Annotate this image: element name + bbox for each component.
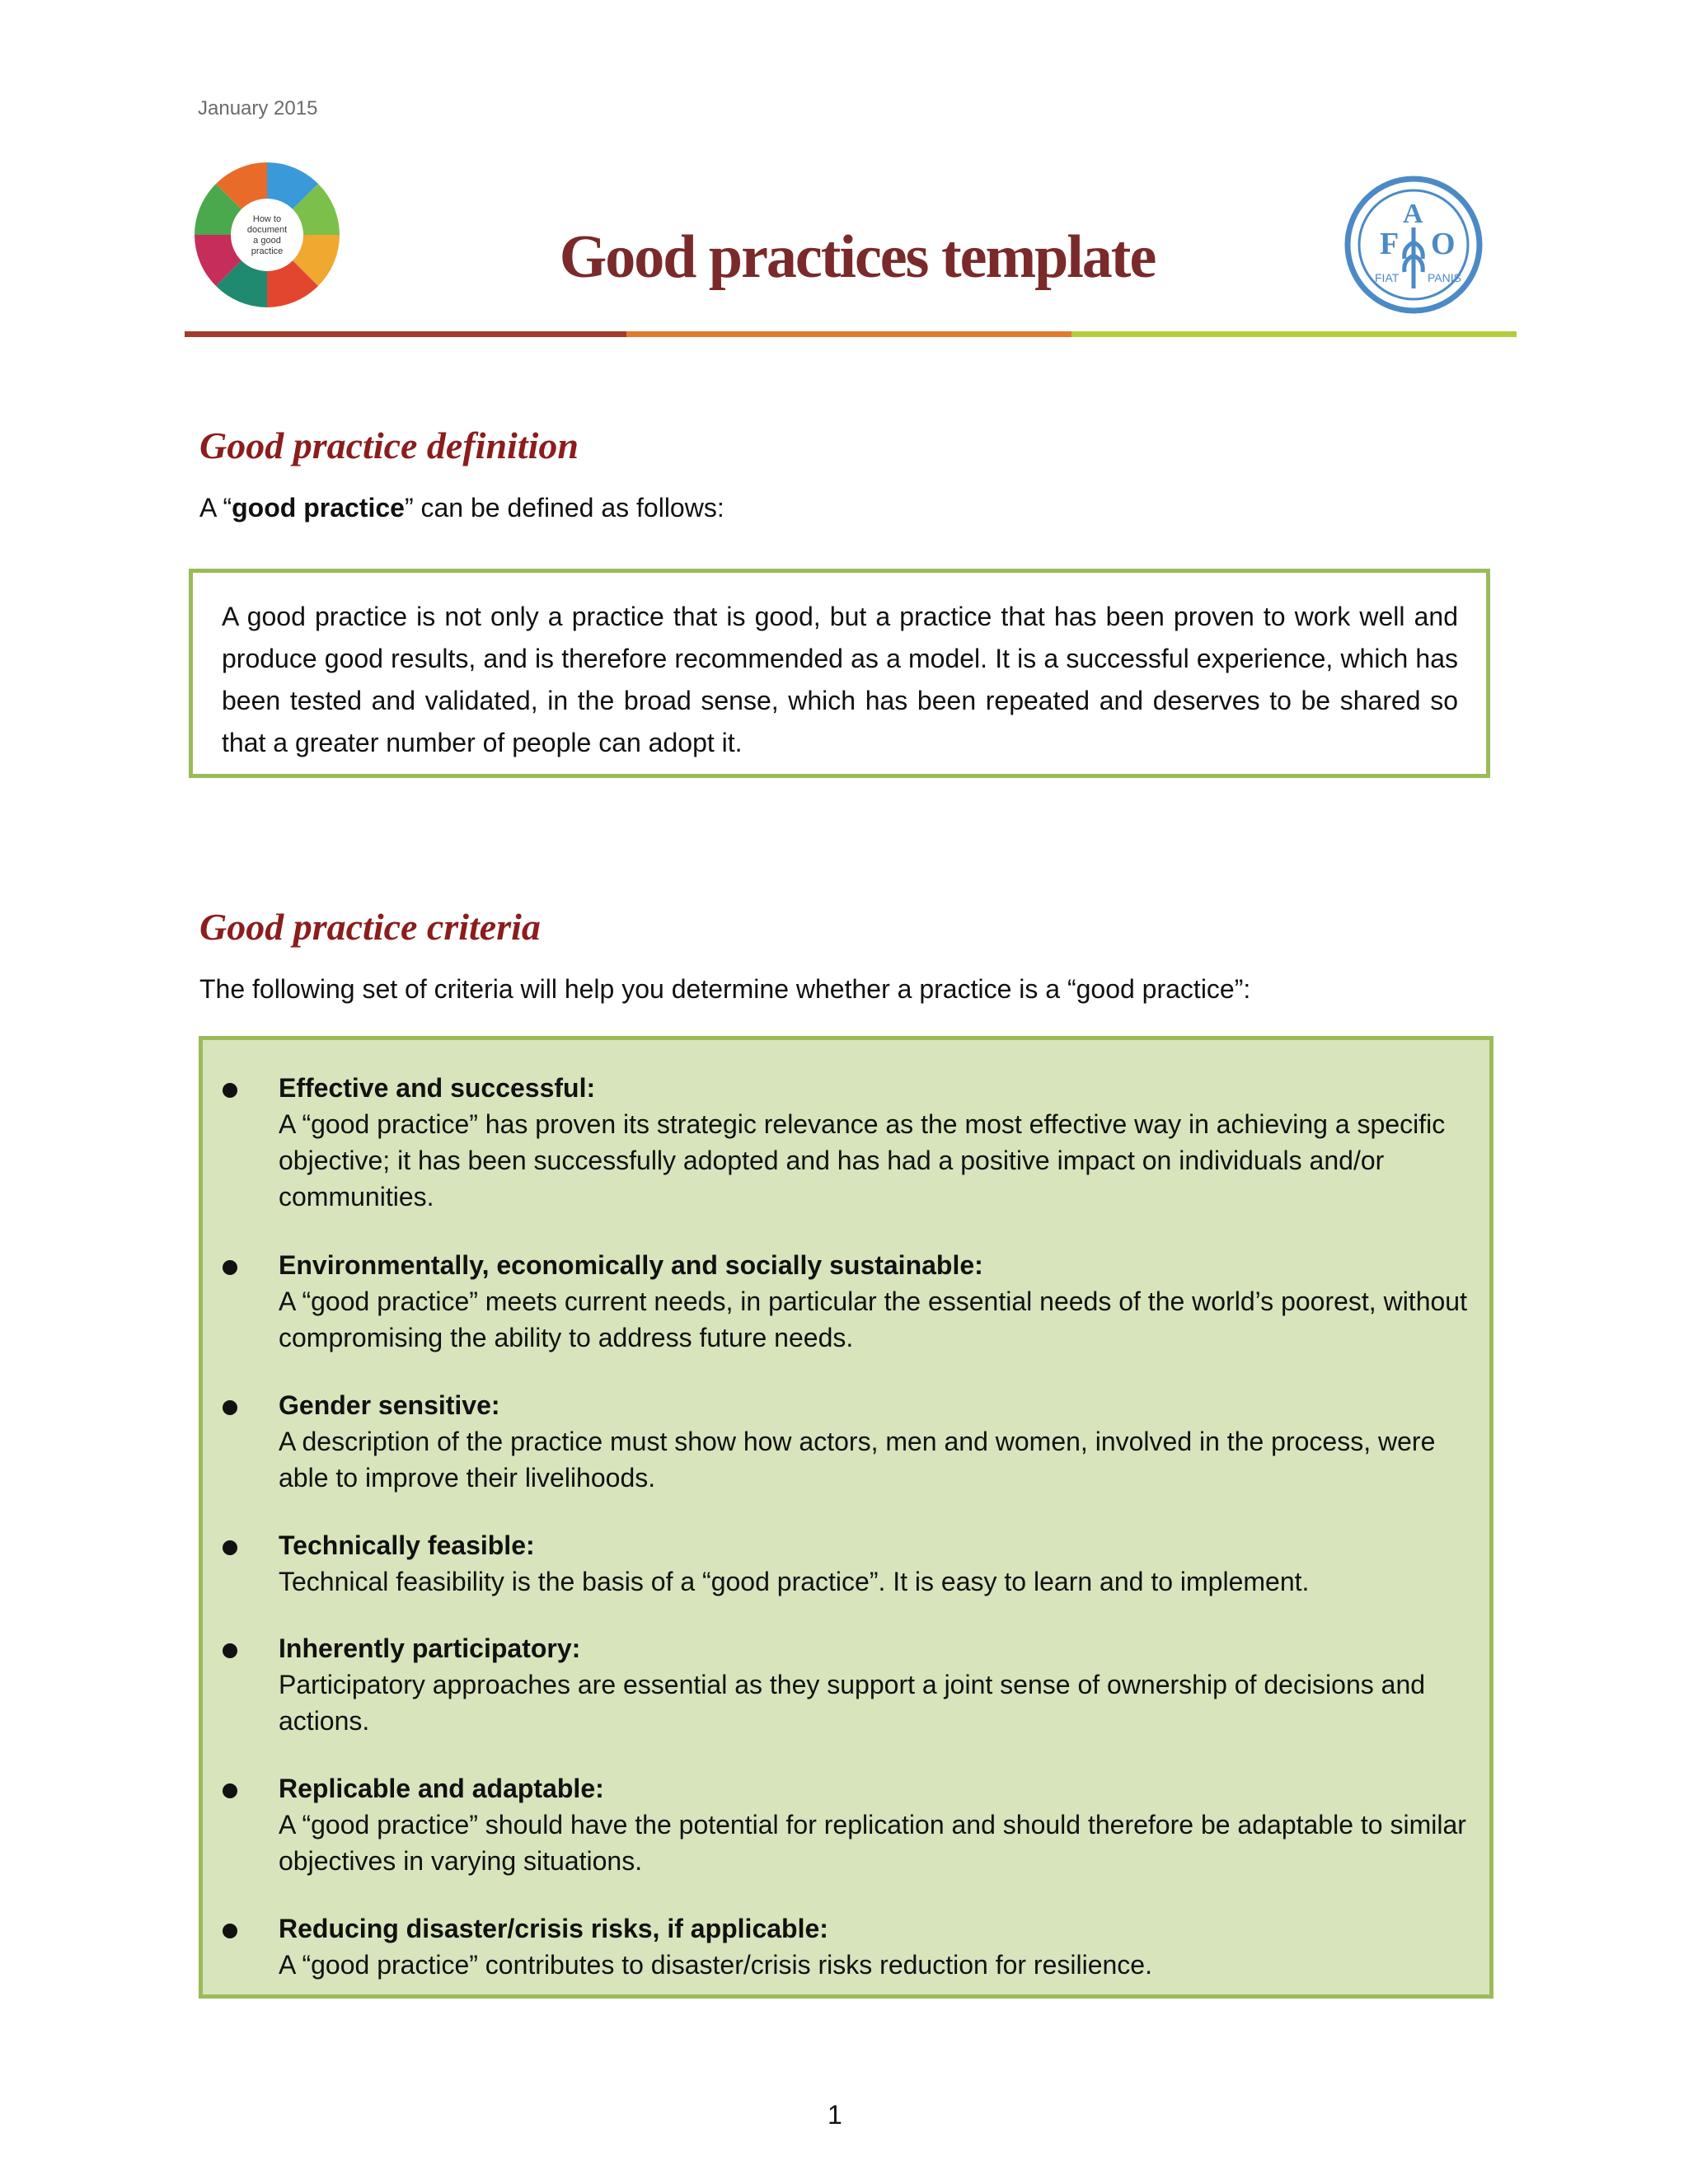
criteria-item-title: Gender sensitive: [279,1390,500,1420]
header-rule-red [185,331,626,337]
criteria-item-title: Environmentally, economically and socially sustainable: [279,1250,983,1280]
definition-box [189,569,1490,778]
criteria-box [199,1036,1493,1999]
definition-heading: Good practice definition [199,424,579,466]
document-date: January 2015 [198,97,318,120]
criteria-item-desc: A description of the practice must show how actors, men and women, involved in the process, were able to improve their livelihoods. [279,1427,1436,1493]
definition-intro-prefix: A “ [199,493,232,523]
criteria-item-desc: A “good practice” contributes to disaster/crisis risks reduction for resilience. [279,1950,1152,1980]
criteria-intro: The following set of criteria will help you determine whether a practice is a “good practice”: [199,974,1251,1004]
svg-text:document: document [246,225,288,235]
svg-text:A: A [1403,199,1423,229]
definition-intro [199,493,724,523]
svg-text:How to: How to [252,214,282,224]
bullet-icon [223,1540,237,1555]
bullet-icon [223,1083,237,1098]
bullet-icon [223,1260,237,1275]
definition-intro-suffix: ” can be defined as follows: [404,493,724,523]
svg-text:FIAT: FIAT [1375,271,1400,284]
criteria-heading: Good practice criteria [199,906,541,948]
criteria-item-title: Replicable and adaptable: [279,1774,604,1803]
fao-logo [1342,173,1485,316]
bullet-icon [223,1400,237,1415]
criteria-item-desc: Technical feasibility is the basis of a “good practice”. It is easy to learn and to implement. [279,1567,1310,1596]
bullet-icon [223,1643,237,1658]
definition-text: A good practice is not only a practice that is good, but a practice that has been proven to work well and produce good results, and is therefore recommended as a model. It is a successful experience, which has been tested and validated, in the broad sense, which has been repeated and deserves to be shared so that a greater number of people can adopt it. [222,602,1458,757]
document-title: Good practices template [559,223,1156,291]
svg-text:a good: a good [253,236,281,246]
svg-text:F: F [1380,227,1400,261]
criteria-item-desc: A “good practice” should have the potential for replication and should therefore be adaptable to similar objectives in varying situations. [279,1810,1466,1876]
bullet-icon [223,1783,237,1798]
page-number: 1 [828,2100,842,2130]
criteria-item-title: Effective and successful: [279,1073,596,1103]
header-rule-orange [626,331,1071,337]
definition-intro-bold: good practice [232,493,405,523]
criteria-item-title: Inherently participatory: [279,1633,581,1663]
criteria-item-title: Reducing disaster/crisis risks, if applicable: [279,1914,828,1943]
header-rule-green [1071,331,1517,337]
criteria-item-title: Technically feasible: [279,1530,535,1560]
svg-text:practice: practice [251,246,284,256]
svg-text:PANIS: PANIS [1428,271,1461,284]
criteria-item-desc: A “good practice” has proven its strategic relevance as the most effective way in achieving a specific objective; it has been successfully adopted and has had a positive impact on individuals and/or communities. [279,1109,1446,1212]
criteria-item-desc: Participatory approaches are essential as they support a joint sense of ownership of decisions and actions. [279,1670,1426,1736]
bullet-icon [223,1924,237,1938]
criteria-item-desc: A “good practice” meets current needs, in particular the essential needs of the world’s poorest, without compromising the ability to address future needs. [279,1286,1467,1352]
good-practice-wheel-logo [191,159,343,311]
svg-text:O: O [1431,227,1456,261]
